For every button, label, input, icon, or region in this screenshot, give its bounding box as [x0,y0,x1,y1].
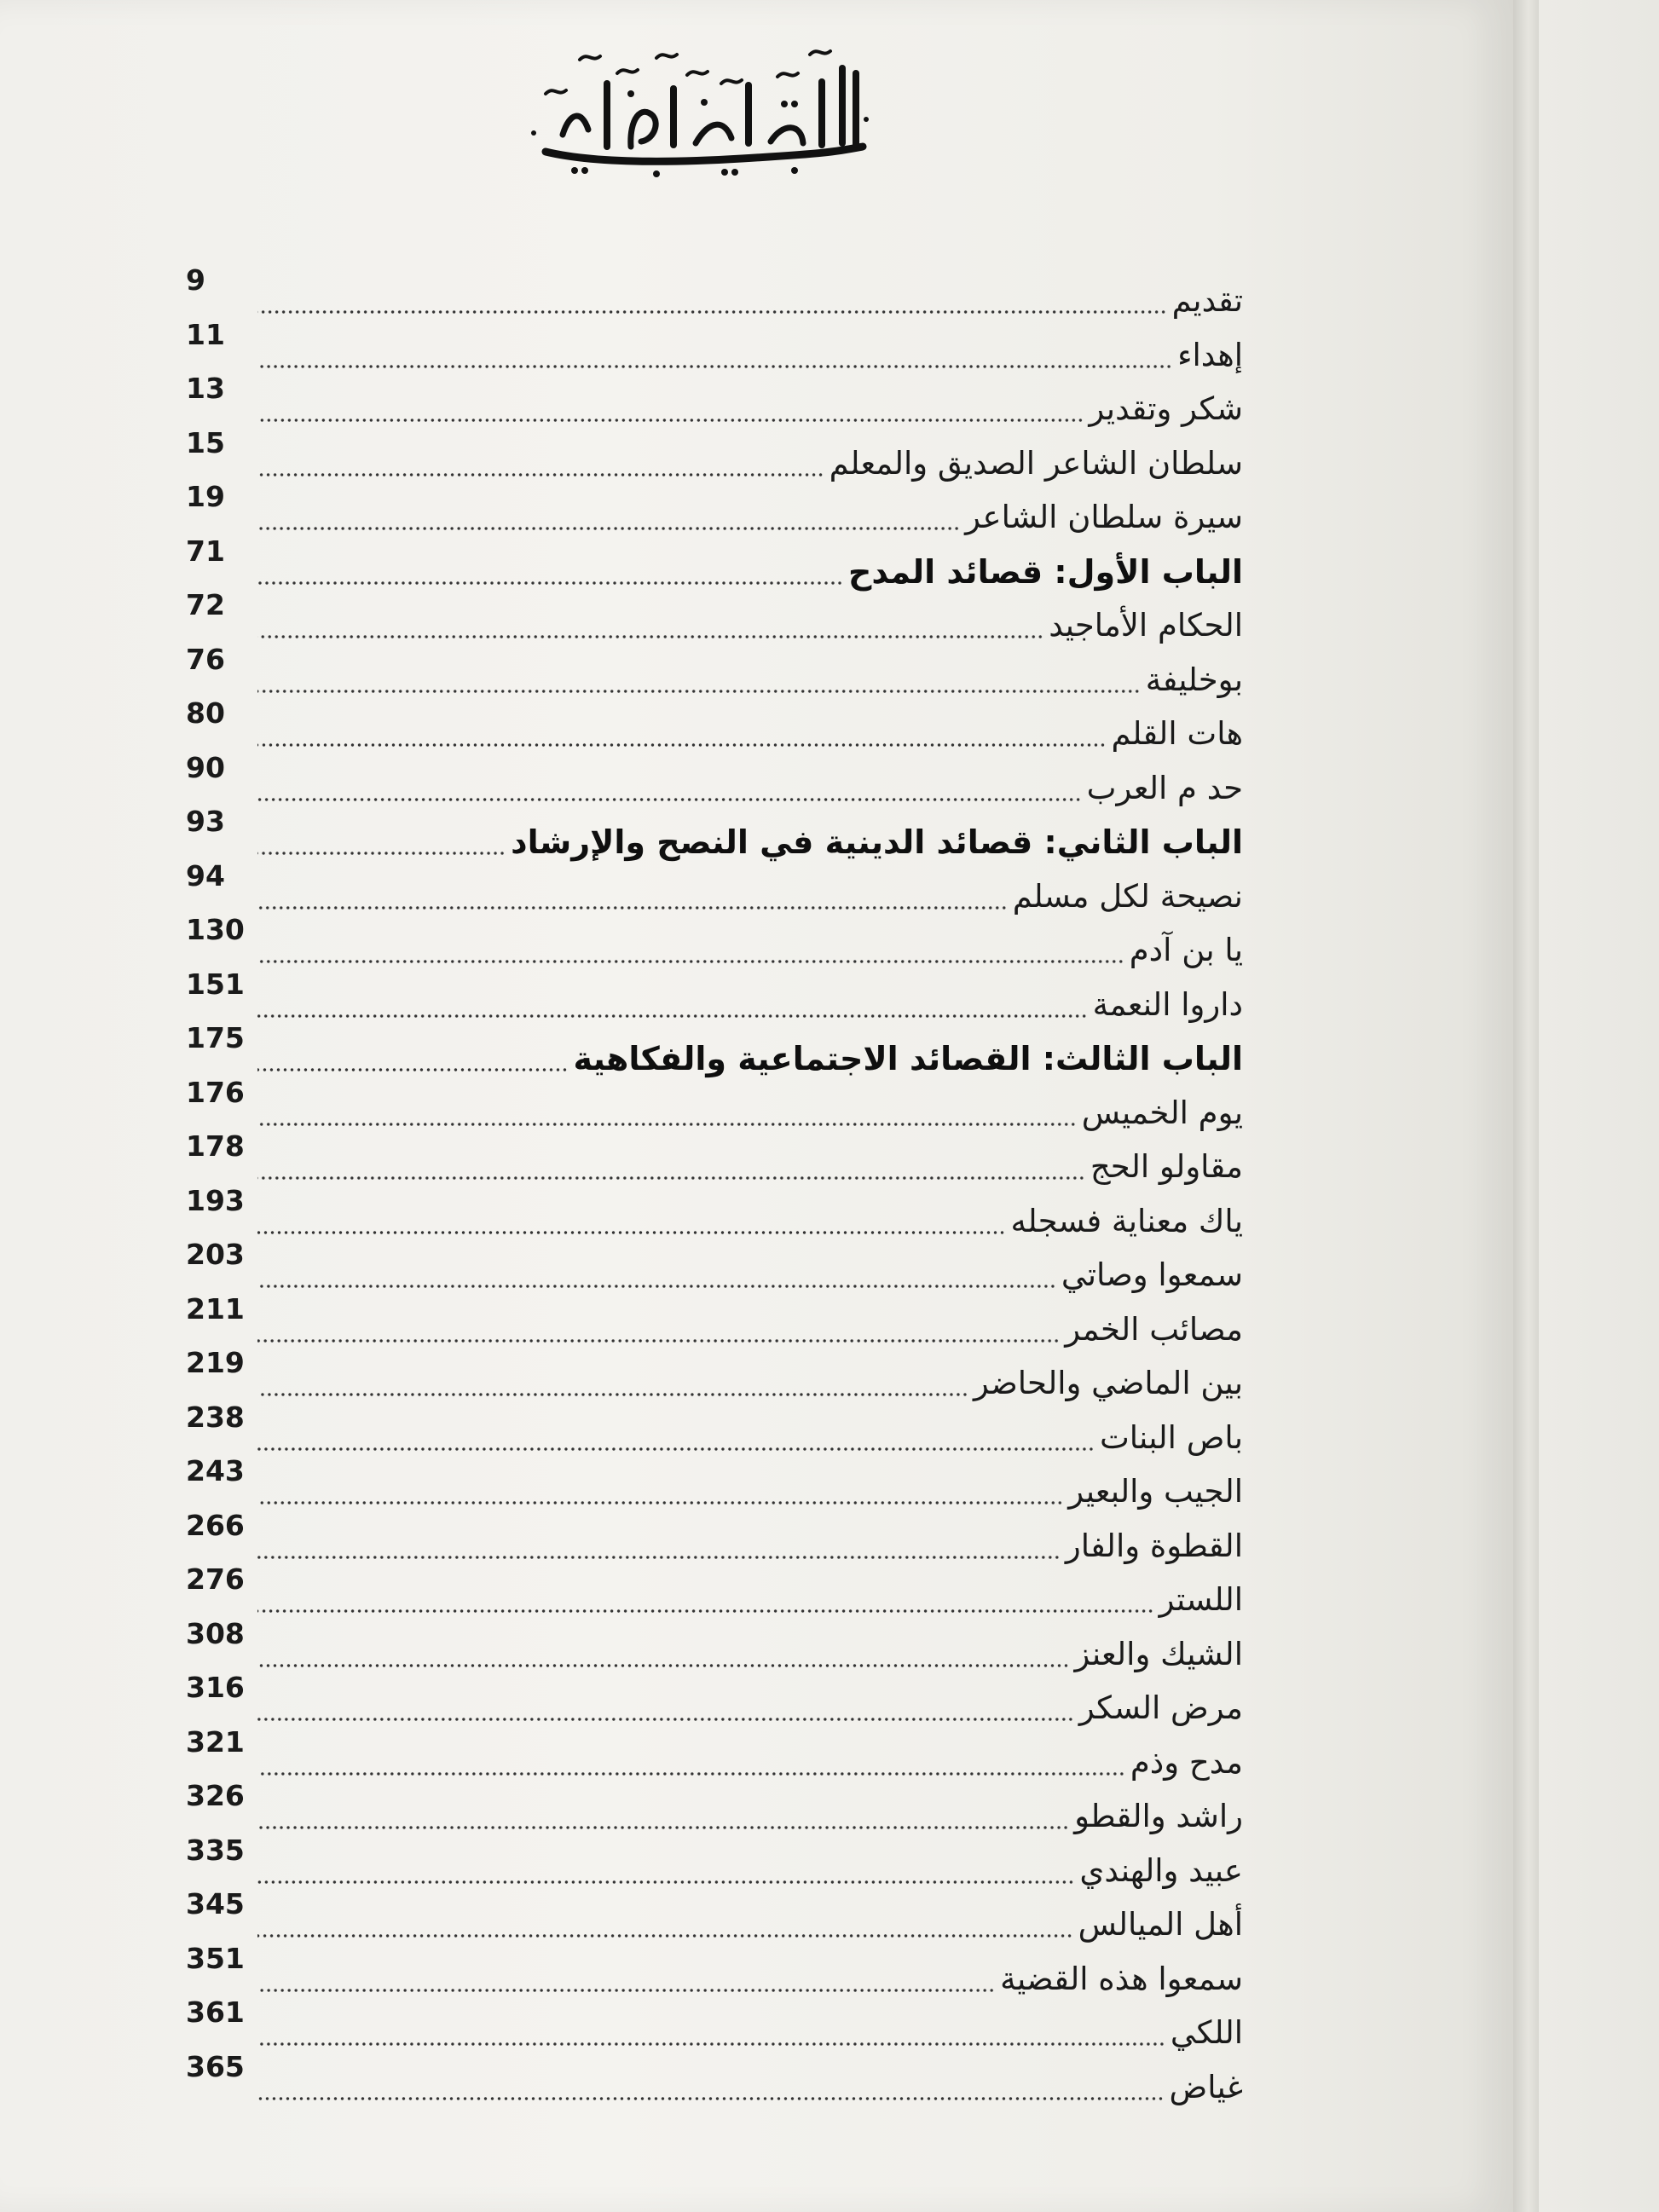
toc-entry-title: مدح وذم [1130,1744,1243,1781]
toc-page-number: 94 [186,859,225,892]
toc-page-number: 276 [186,1562,245,1596]
toc-chapter-row [186,805,1243,863]
dot-leader [257,419,1084,422]
toc-entry-title: حد م العرب [1086,770,1243,806]
toc-entry-title: مصائب الخمر [1065,1311,1243,1348]
dot-leader [257,527,960,530]
toc-entry-title: الجيب والبعير [1068,1473,1243,1510]
toc-page-number: 326 [186,1779,245,1812]
toc-page-number: 90 [186,751,225,784]
toc-entry-title: إهداء [1177,337,1243,373]
dot-leader [257,852,506,855]
toc-entry-title: يوم الخميس [1081,1094,1243,1131]
toc-page-number: 335 [186,1834,245,1867]
dot-leader [257,1068,568,1071]
toc-page-number: 203 [186,1238,245,1271]
dot-leader [257,581,843,585]
toc-entry-title: اللكي [1170,2014,1243,2051]
toc-page-number: 11 [186,318,225,351]
toc-row [186,751,1243,810]
toc-page-number: 219 [186,1346,245,1379]
toc-entry-title: سمعوا وصاتي [1061,1256,1243,1293]
toc-page-number: 151 [186,967,245,1001]
toc-row [186,859,1243,918]
dot-leader [257,690,1141,693]
toc-page-number: 175 [186,1021,245,1054]
toc-row [186,1834,1243,1892]
toc-row [186,1887,1243,1946]
toc-page-number: 365 [186,2050,245,2083]
toc-page-number: 361 [186,1995,245,2029]
dot-leader [257,1393,968,1396]
toc-row [186,1076,1243,1135]
contents-heading-calligraphy [529,34,887,183]
toc-entry-title: سلطان الشاعر الصديق والمعلم [829,445,1243,482]
dot-leader [257,1880,1074,1884]
dot-leader [257,1989,995,1992]
toc-row [186,1617,1243,1676]
toc-row [186,643,1243,702]
toc-entry-title: مقاولو الحج [1090,1148,1243,1185]
dot-leader [257,1664,1069,1667]
toc-entry-title: ياك معناية فسجله [1010,1203,1243,1239]
toc-page-number: 80 [186,696,225,730]
dot-leader [257,635,1043,638]
toc-entry-title: عبيد والهندي [1079,1852,1243,1889]
dot-leader [257,1176,1085,1180]
toc-row [186,480,1243,539]
dot-leader [257,365,1172,368]
toc-page-number: 316 [186,1671,245,1704]
dot-leader [257,1772,1125,1776]
toc-row [186,1454,1243,1513]
toc-page-number: 130 [186,913,245,946]
toc-row [186,1346,1243,1405]
toc-row [186,1942,1243,2001]
toc-row [186,1238,1243,1297]
toc-row [186,1725,1243,1784]
dot-leader [257,1447,1095,1451]
book-gutter [1513,0,1539,2212]
dot-leader [257,1718,1074,1721]
toc-entry-title: أهل الميالس [1078,1906,1243,1943]
toc-entry-title: سمعوا هذه القضية [1000,1961,1243,1997]
toc-entry-title: تقديم [1171,282,1243,319]
toc-page-number: 211 [186,1292,245,1325]
toc-page-number: 176 [186,1076,245,1109]
dot-leader [257,310,1167,314]
toc-row [186,1779,1243,1838]
dot-leader [257,906,1008,910]
toc-entry-title: بوخليفة [1145,661,1243,698]
dot-leader [257,1285,1056,1288]
toc-row [186,2050,1243,2109]
toc-row [186,1671,1243,1730]
table-of-contents [186,263,1243,2121]
toc-row [186,1562,1243,1621]
dot-leader [257,743,1106,747]
toc-row [186,913,1243,972]
toc-page-number: 321 [186,1725,245,1759]
toc-page-number: 308 [186,1617,245,1650]
dot-leader [257,960,1124,963]
toc-row [186,426,1243,485]
toc-entry-title: نصيحة لكل مسلم [1012,878,1243,915]
toc-entry-title: مرض السكر [1078,1689,1243,1726]
toc-entry-title: داروا النعمة [1092,986,1243,1023]
toc-row [186,588,1243,647]
dot-leader [257,1934,1073,1938]
toc-page-number: 238 [186,1401,245,1434]
dot-leader [257,798,1082,801]
toc-entry-title: راشد والقطو [1074,1798,1243,1834]
toc-entry-title: الباب الثالث: القصائد الاجتماعية والفكاهية [573,1040,1243,1077]
toc-entry-title: شكر وتقدير [1089,390,1243,427]
toc-row [186,318,1243,377]
dot-leader [257,1123,1077,1126]
toc-page-number: 351 [186,1942,245,1975]
dot-leader [257,473,824,476]
toc-row [186,372,1243,430]
toc-chapter-row [186,1021,1243,1080]
toc-entry-title: الباب الأول: قصائد المدح [848,553,1243,591]
toc-entry-title: الحكام الأماجيد [1049,607,1243,644]
toc-entry-title: الباب الثاني: قصائد الدينية في النصح والإرشاد [511,823,1243,861]
toc-page-number: 19 [186,480,225,513]
toc-page-number: 9 [186,263,205,297]
toc-row [186,1129,1243,1188]
toc-chapter-row [186,534,1243,593]
dot-leader [257,1556,1061,1559]
toc-row [186,696,1243,755]
dot-leader [257,2097,1164,2100]
toc-entry-title: هات القلم [1111,715,1243,752]
dot-leader [257,1014,1088,1018]
toc-entry-title: سيرة سلطان الشاعر [965,499,1243,535]
toc-page-number: 193 [186,1184,245,1217]
toc-entry-title: غياض [1169,2069,1243,2105]
toc-row [186,263,1243,322]
toc-entry-title: اللستر [1159,1581,1243,1618]
toc-row [186,1401,1243,1459]
dot-leader [257,1339,1060,1343]
toc-entry-title: باص البنات [1099,1419,1243,1456]
toc-page-number: 72 [186,588,225,621]
toc-row [186,1509,1243,1568]
dot-leader [257,2042,1165,2046]
dot-leader [257,1826,1069,1829]
dot-leader [257,1609,1154,1613]
toc-entry-title: يا بن آدم [1129,932,1243,968]
toc-page-number: 93 [186,805,225,838]
toc-row [186,1292,1243,1351]
toc-row [186,1184,1243,1243]
toc-row [186,967,1243,1026]
dot-leader [257,1231,1006,1234]
toc-entry-title: القطوة والفار [1065,1528,1243,1564]
toc-page-number: 243 [186,1454,245,1487]
facing-page-edge [1539,0,1659,2212]
toc-page-number: 345 [186,1887,245,1920]
toc-page-number: 178 [186,1129,245,1163]
toc-entry-title: بين الماضي والحاضر [973,1365,1243,1401]
toc-page-number: 13 [186,372,225,405]
toc-page-number: 76 [186,643,225,676]
toc-page-number: 15 [186,426,225,459]
toc-page-number: 266 [186,1509,245,1542]
toc-entry-title: الشيك والعنز [1074,1636,1243,1672]
toc-page-number: 71 [186,534,225,568]
toc-row [186,1995,1243,2054]
dot-leader [257,1501,1063,1505]
